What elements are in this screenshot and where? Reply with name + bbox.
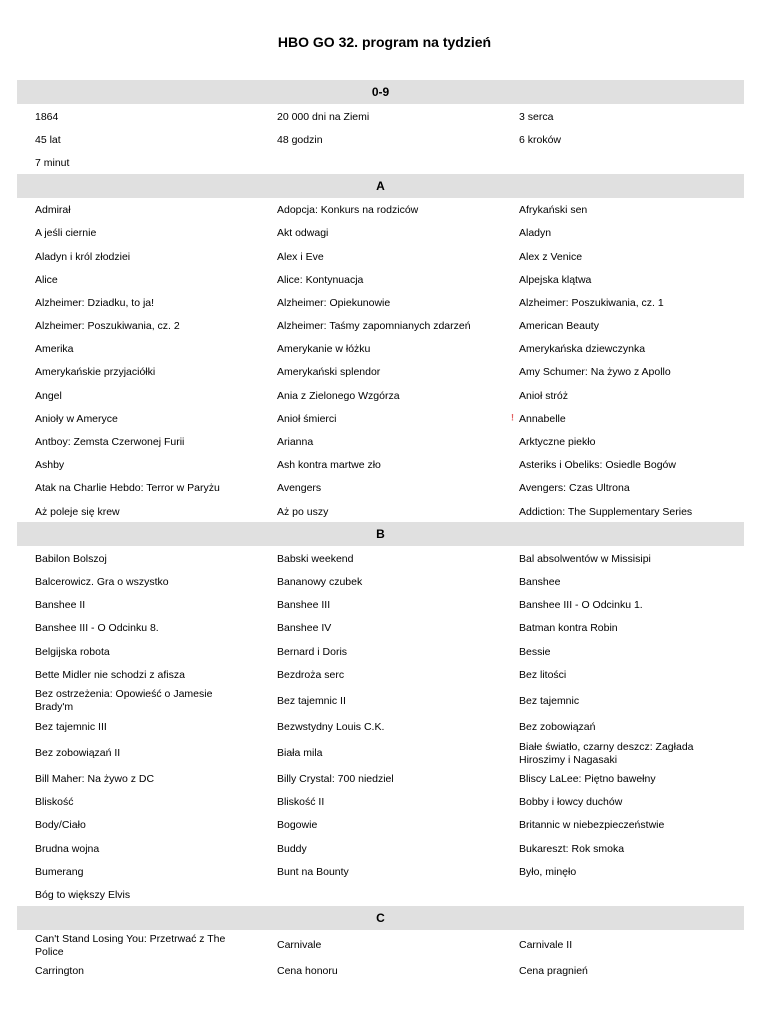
program-item[interactable]: Cena honoru xyxy=(277,965,338,978)
program-item[interactable]: Banshee III - O Odcinku 1. xyxy=(519,599,643,612)
empty-cell xyxy=(501,882,744,905)
program-item[interactable]: Alzheimer: Poszukiwania, cz. 2 xyxy=(35,320,180,333)
program-item[interactable]: Balcerowicz. Gra o wszystko xyxy=(35,575,169,588)
program-item[interactable]: Body/Ciało xyxy=(35,819,86,832)
program-item[interactable]: Can't Stand Losing You: Przetrwać z The Police xyxy=(35,932,226,958)
empty-cell xyxy=(259,150,501,173)
program-item[interactable]: 48 godzin xyxy=(277,133,323,146)
program-item[interactable]: Babski weekend xyxy=(277,552,354,565)
program-item[interactable]: Brudna wojna xyxy=(35,842,100,855)
section-grid-a xyxy=(17,198,744,523)
program-item[interactable]: Banshee III - O Odcinku 8. xyxy=(35,622,159,635)
program-item[interactable]: Amerykańska dziewczynka xyxy=(519,343,646,356)
program-item[interactable]: Britannic w niebezpieczeństwie xyxy=(519,819,665,832)
program-item[interactable]: A jeśli ciernie xyxy=(35,227,97,240)
program-item[interactable]: Białe światło, czarny deszcz: Zagłada Hiroszimy i Nagasaki xyxy=(519,740,694,766)
program-item[interactable]: Bez zobowiązań II xyxy=(35,747,121,759)
program-item[interactable]: Banshee III xyxy=(277,599,331,612)
program-item[interactable]: Anioł śmierci xyxy=(277,412,337,425)
program-item[interactable]: Atak na Charlie Hebdo: Terror w Paryżu xyxy=(35,482,220,495)
program-item[interactable]: Babilon Bolszoj xyxy=(35,552,107,565)
section-header-b: B xyxy=(17,522,744,546)
program-item[interactable]: Angel xyxy=(35,389,62,402)
program-item[interactable]: Aż poleje się krew xyxy=(35,505,120,518)
program-item[interactable]: Ashby xyxy=(35,459,65,472)
program-item[interactable]: Ania z Zielonego Wzgórza xyxy=(277,389,400,402)
program-item[interactable]: 3 serca xyxy=(519,110,554,123)
program-item[interactable]: Alzheimer: Dziadku, to ja! xyxy=(35,296,155,309)
program-item[interactable]: Banshee IV xyxy=(277,622,332,635)
program-item[interactable]: Amerykańskie przyjaciółki xyxy=(35,366,156,379)
program-item[interactable]: Carrington xyxy=(35,965,85,978)
program-item[interactable]: 45 lat xyxy=(35,133,61,146)
program-item[interactable]: 1864 xyxy=(35,110,59,123)
program-item[interactable]: Ash kontra martwe zło xyxy=(277,459,381,472)
program-item[interactable]: Avengers xyxy=(277,482,322,495)
program-item[interactable]: Arktyczne piekło xyxy=(519,436,596,449)
program-item[interactable]: Bez zobowiązań xyxy=(519,720,596,733)
program-item[interactable]: Anioł stróż xyxy=(519,389,569,402)
program-item[interactable]: Bliscy LaLee: Piętno bawełny xyxy=(519,773,656,786)
program-item[interactable]: Bóg to większy Elvis xyxy=(35,889,131,902)
program-item[interactable]: Cena pragnień xyxy=(519,965,588,978)
empty-cell xyxy=(501,150,744,173)
program-item[interactable]: Billy Crystal: 700 niedziel xyxy=(277,773,394,786)
program-item[interactable]: Bez ostrzeżenia: Opowieść o Jamesie Brady'm xyxy=(35,688,213,714)
program-item[interactable]: Buddy xyxy=(277,842,307,855)
program-item[interactable]: Arianna xyxy=(277,436,314,449)
page-title: HBO GO 32. program na tydzień xyxy=(277,34,492,50)
program-item[interactable]: Alex i Eve xyxy=(277,250,324,263)
program-item[interactable]: Bukareszt: Rok smoka xyxy=(519,842,625,855)
program-item[interactable]: Bogowie xyxy=(277,819,318,832)
program-item[interactable]: Bez tajemnic III xyxy=(35,720,107,733)
program-item[interactable]: Było, minęło xyxy=(519,865,577,878)
program-item[interactable]: Alzheimer: Taśmy zapomnianych zdarzeń xyxy=(277,320,471,333)
program-item[interactable]: Alzheimer: Poszukiwania, cz. 1 xyxy=(519,296,664,309)
program-item[interactable]: 6 kroków xyxy=(519,133,562,146)
program-item[interactable]: Amy Schumer: Na żywo z Apollo xyxy=(519,366,671,379)
program-item[interactable]: Banshee II xyxy=(35,599,86,612)
program-item[interactable]: Antboy: Zemsta Czerwonej Furii xyxy=(35,436,185,449)
program-item[interactable]: Amerika xyxy=(35,343,74,356)
program-item[interactable]: Bezwstydny Louis C.K. xyxy=(277,720,385,733)
program-item[interactable]: Banshee xyxy=(519,575,561,588)
program-item[interactable]: 20 000 dni na Ziemi xyxy=(277,110,370,123)
program-item-label: Annabelle xyxy=(519,412,566,425)
program-item[interactable]: Alzheimer: Opiekunowie xyxy=(277,296,391,309)
empty-cell xyxy=(259,882,501,905)
section-grid-b xyxy=(17,546,744,905)
program-item[interactable]: Bette Midler nie schodzi z afisza xyxy=(35,668,185,681)
program-item[interactable]: Bananowy czubek xyxy=(277,575,363,588)
program-item[interactable]: Carnivale xyxy=(277,939,322,952)
program-item[interactable]: Bliskość xyxy=(35,796,74,809)
section-header-a: A xyxy=(17,174,744,198)
program-item[interactable]: Bobby i łowcy duchów xyxy=(519,796,623,809)
program-item[interactable]: Bez tajemnic xyxy=(519,694,580,707)
program-item[interactable]: Bessie xyxy=(519,645,551,658)
program-item[interactable]: Alex z Venice xyxy=(519,250,583,263)
program-item[interactable]: 7 minut xyxy=(35,156,70,169)
program-item[interactable]: Alice xyxy=(35,273,58,286)
program-item[interactable]: Bunt na Bounty xyxy=(277,865,349,878)
program-item[interactable]: Bill Maher: Na żywo z DC xyxy=(35,773,155,786)
program-item[interactable]: Admirał xyxy=(35,204,71,217)
program-item[interactable]: Bal absolwentów w Missisipi xyxy=(519,552,651,565)
program-item[interactable]: Amerykański splendor xyxy=(277,366,381,379)
program-item[interactable]: Addiction: The Supplementary Series xyxy=(519,505,693,518)
program-list xyxy=(17,80,744,982)
program-item[interactable]: Aladyn xyxy=(519,227,552,240)
program-item[interactable]: Bernard i Doris xyxy=(277,645,348,658)
section-header-0-9: 0-9 xyxy=(17,80,744,104)
program-item[interactable]: Bumerang xyxy=(35,865,84,878)
program-item[interactable]: Asteriks i Obeliks: Osiedle Bogów xyxy=(519,459,676,472)
program-item[interactable]: Alpejska klątwa xyxy=(519,273,592,286)
section-grid-0-9 xyxy=(17,104,744,174)
program-item[interactable]: Bez litości xyxy=(519,668,567,681)
program-item[interactable]: American Beauty xyxy=(519,320,599,333)
program-item[interactable]: Afrykański sen xyxy=(519,204,588,217)
program-item[interactable]: Aż po uszy xyxy=(277,505,329,518)
program-item[interactable]: Belgijska robota xyxy=(35,645,110,658)
program-item[interactable]: Amerykanie w łóżku xyxy=(277,343,371,356)
program-item[interactable]: Bez tajemnic II xyxy=(277,694,346,707)
section-grid-c xyxy=(17,930,744,982)
program-item[interactable]: Akt odwagi xyxy=(277,227,329,240)
program-item[interactable]: Adopcja: Konkurs na rodziców xyxy=(277,204,419,217)
program-item-annabelle[interactable] xyxy=(501,406,744,429)
program-item[interactable]: Bliskość II xyxy=(277,796,325,809)
program-item[interactable]: Alice: Kontynuacja xyxy=(277,273,364,286)
exclamation-icon: ! xyxy=(511,412,514,423)
program-item[interactable]: Biała mila xyxy=(277,747,323,759)
program-item[interactable]: Avengers: Czas Ultrona xyxy=(519,482,630,495)
program-item[interactable]: Carnivale II xyxy=(519,939,573,952)
program-item[interactable]: Aladyn i król złodziei xyxy=(35,250,131,263)
program-item[interactable]: Anioły w Ameryce xyxy=(35,412,118,425)
section-header-c: C xyxy=(17,906,744,930)
program-item[interactable]: Bezdroża serc xyxy=(277,668,345,681)
program-item[interactable]: Batman kontra Robin xyxy=(519,622,618,635)
